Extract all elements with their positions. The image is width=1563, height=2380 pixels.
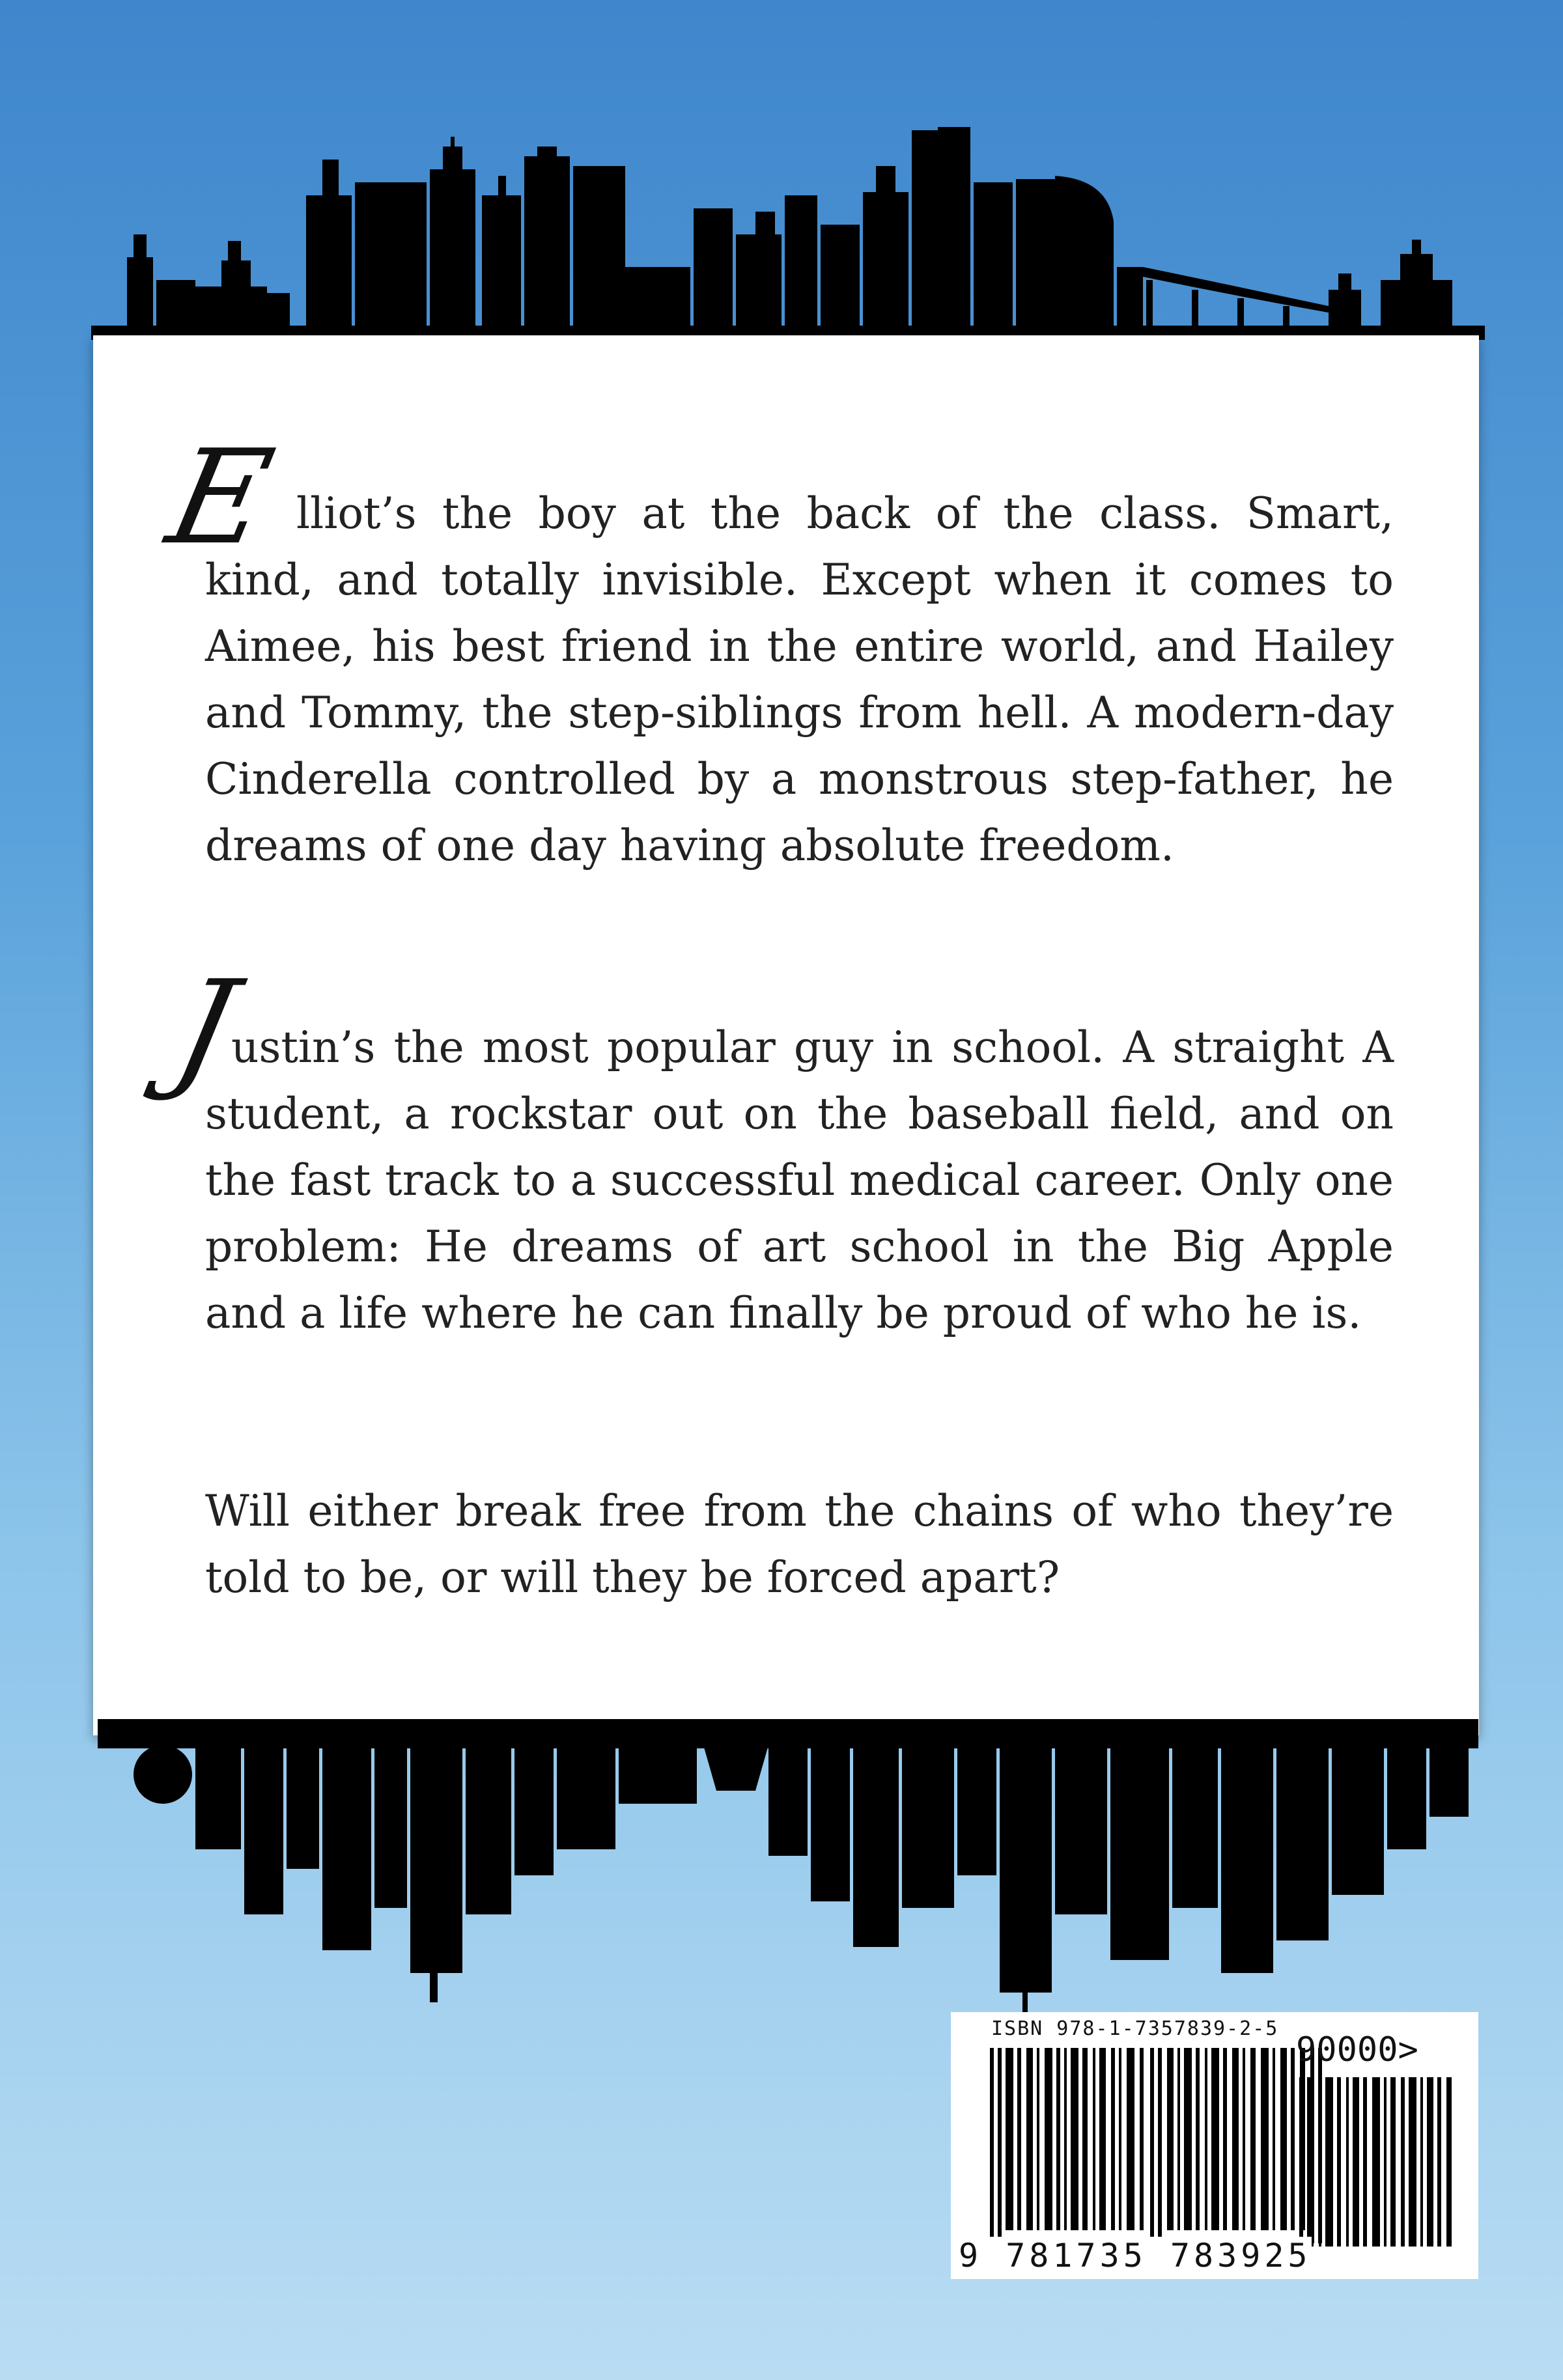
blurb-paragraph-3: [205, 1478, 1394, 1611]
price-addon-label: 90000>: [1296, 2030, 1418, 2069]
dropcap-j: J: [163, 953, 248, 1104]
blurb-paragraph-1: [205, 481, 1394, 879]
ean-digits: 9 781735 783925: [959, 2237, 1312, 2275]
blurb-paragraph-1-text: lliot’s the boy at the back of the class. Smart, kind, and totally invisible. Except when it comes to Aimee, his best friend in the entire world, and Hailey and Tommy, the step-siblings from hell. A modern-day Cinderella controlled by a monstrous step-father, he dreams of one day having absolute freedom.: [205, 488, 1394, 871]
city-skyline-bottom-inverted: [0, 1719, 1563, 2032]
blurb-paragraph-3-text: Will either break free from the chains of who they’re told to be, or will they be forced apart?: [205, 1486, 1394, 1603]
blurb-paragraph-2-text: ustin’s the most popular guy in school. A straight A student, a rockstar out on the baseball field, and on the fast track to a successful medical career. Only one problem: He dreams of art school in the Big Apple and a life where he can finally be proud of who he is.: [205, 1022, 1394, 1338]
isbn-label: ISBN 978-1-7357839-2-5: [991, 2017, 1279, 2040]
ean13-bars: [990, 2048, 1322, 2243]
dropcap-e: E: [156, 422, 284, 574]
blurb-paragraph-2: [205, 1015, 1394, 1347]
city-skyline-top: [0, 0, 1563, 352]
addon-bars: [1299, 2077, 1456, 2247]
isbn-barcode: [951, 2012, 1478, 2279]
